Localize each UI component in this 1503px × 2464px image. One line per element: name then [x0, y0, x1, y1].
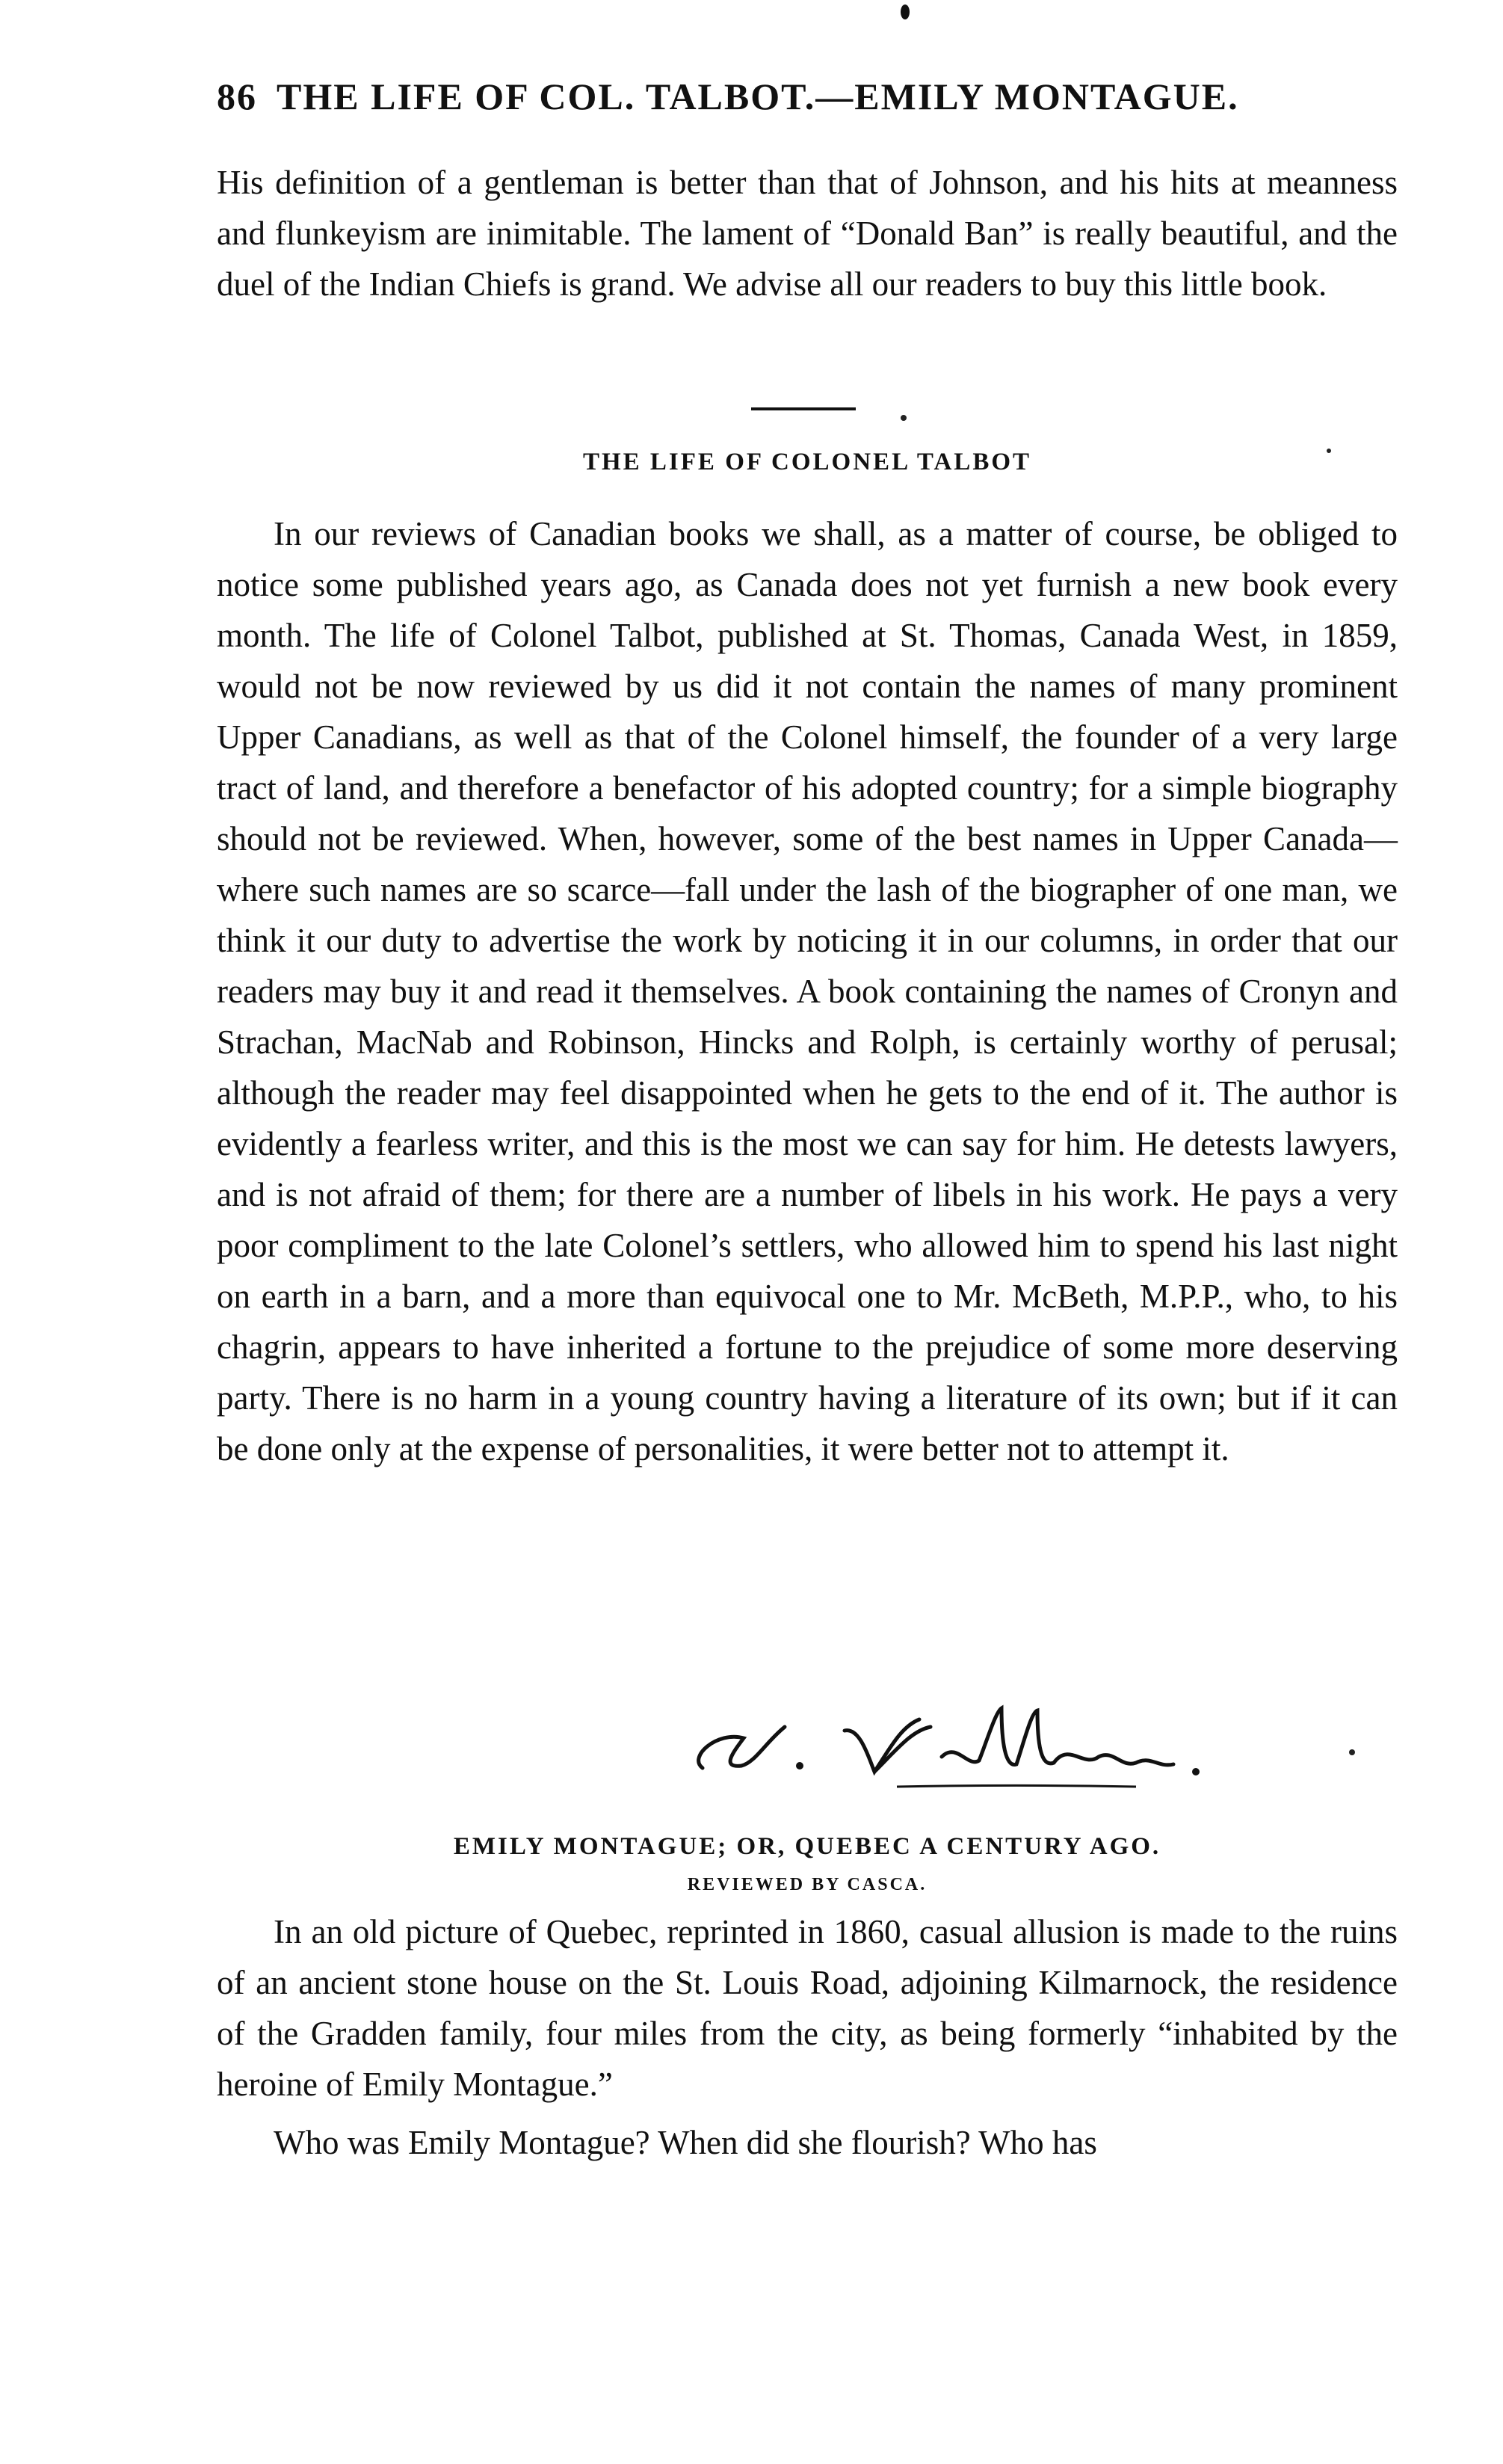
- montague-paragraph-1: In an old picture of Quebec, reprinted in 1860, casual allusion is made to the ruins of an ancient stone house on the St. Louis Road, adjoining Kilmarnock, the residence of the Gradden family, four miles from the city, as being formerly “inhabited by the heroine of Emily Montague.”: [217, 1913, 1398, 2103]
- section-divider: [751, 407, 856, 410]
- talbot-body: In our reviews of Canadian books we shall, as a matter of course, be obliged to notice some published years ago, as Canada does not yet furnish a new book every month. The life of Colonel Talbot, published at St. Thomas, Canada West, in 1859, would not be now reviewed by us did it not contain the names of many prominent Upper Canadians, as well as that of the Colonel himself, the founder of a very large tract of land, and therefore a benefactor of his adopted country; for a simple biography should not be reviewed. When, however, some of the best names in Upper Canada—where such names are so scarce—fall under the lash of the biographer of one man, we think it our duty to advertise the work by noticing it in our columns, in order that our readers may buy it and read it themselves. A book containing the names of Cronyn and Strachan, MacNab and Robinson, Hincks and Rolph, is certainly worthy of perusal; although the reader may feel disappointed when he gets to the end of it. The author is evidently a fearless writer, and this is the most we can say for him. He detests lawyers, and is not afraid of them; for there are a number of libels in his work. He pays a very poor compliment to the late Colonel’s settlers, who allowed him to spend his last night on earth in a barn, and a more than equivocal one to Mr. McBeth, M.P.P., who, to his chagrin, appears to have inherited a fortune to the prejudice of some more deserving party. There is no harm in a young country having a literature of its own; but if it can be done only at the expense of personalities, it were better not to attempt it.: [217, 515, 1398, 1467]
- running-head: [217, 75, 1323, 118]
- montague-heading: EMILY MONTAGUE; OR, QUEBEC A CENTURY AGO.: [453, 1833, 1161, 1860]
- page-number: 86: [217, 76, 257, 117]
- talbot-block: [217, 508, 1398, 1474]
- ink-speck: [901, 415, 907, 421]
- ink-speck: [1327, 449, 1331, 453]
- intro-paragraph: His definition of a gentleman is better than that of Johnson, and his hits at meanness and flunkeyism are inimitable. The lament of “Donald Ban” is really beautiful, and the duel of the Indian Chiefs is grand. We advise all our readers to buy this little book.: [217, 164, 1398, 303]
- handwritten-signature: [673, 1697, 1256, 1802]
- ink-speck: [1349, 1749, 1355, 1755]
- montague-byline: REVIEWED BY CASCA.: [687, 1875, 928, 1894]
- montague-block: [217, 1906, 1398, 2168]
- montague-paragraph-2: Who was Emily Montague? When did she flourish? Who has: [274, 2124, 1097, 2161]
- running-head-title: THE LIFE OF COL. TALBOT.—EMILY MONTAGUE.: [277, 76, 1239, 117]
- talbot-heading: THE LIFE OF COLONEL TALBOT: [582, 449, 1032, 475]
- ink-speck: [901, 4, 910, 19]
- intro-block: [217, 157, 1398, 309]
